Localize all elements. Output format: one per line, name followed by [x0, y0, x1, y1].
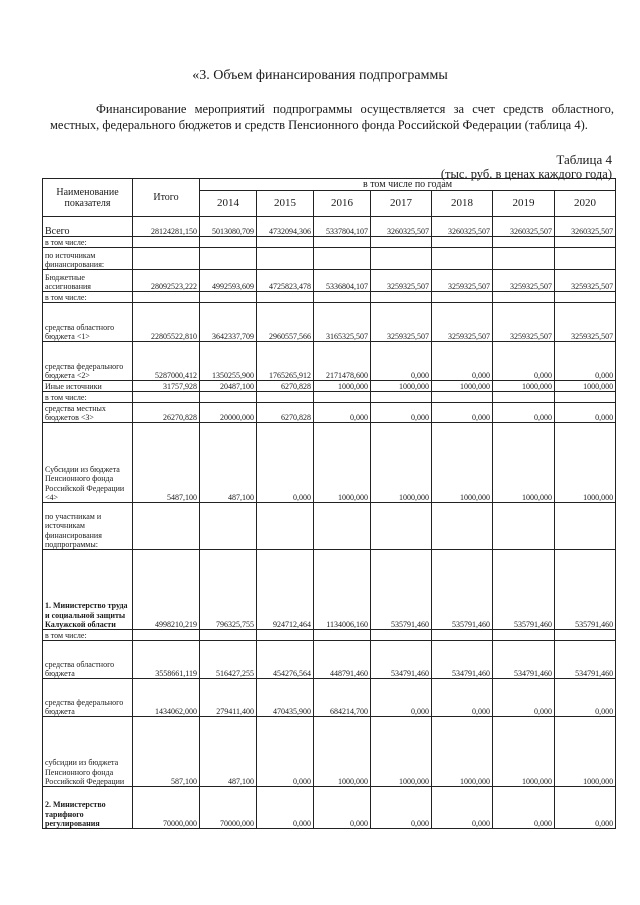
cell-year-value: 3165325,507: [314, 303, 371, 342]
cell-year-value: [200, 248, 257, 270]
cell-year-value: 3259325,507: [432, 270, 493, 292]
cell-year-value: 1000,000: [432, 381, 493, 392]
cell-year-value: [257, 503, 314, 550]
cell-total: 1434062,000: [133, 679, 200, 717]
cell-year-value: 3259325,507: [555, 303, 616, 342]
table-row: [43, 630, 616, 641]
cell-year-value: [555, 292, 616, 303]
table-row: [43, 270, 616, 292]
row-label: Бюджетные ассигнования: [43, 270, 133, 292]
cell-year-value: 0,000: [493, 403, 555, 423]
cell-total: 587,100: [133, 717, 200, 787]
cell-year-value: [371, 630, 432, 641]
cell-total: 5287000,412: [133, 342, 200, 381]
cell-year-value: 535791,460: [371, 550, 432, 630]
cell-year-value: 0,000: [314, 403, 371, 423]
year-header: 2017: [371, 191, 432, 217]
row-label: средства местных бюджетов <3>: [43, 403, 133, 423]
cell-year-value: [555, 237, 616, 248]
cell-year-value: 0,000: [257, 787, 314, 829]
cell-year-value: [432, 292, 493, 303]
cell-year-value: 279411,400: [200, 679, 257, 717]
row-label: 1. Министерство труда и социальной защиты Калужской области: [43, 550, 133, 630]
cell-year-value: [493, 630, 555, 641]
cell-year-value: 535791,460: [432, 550, 493, 630]
cell-year-value: 20000,000: [200, 403, 257, 423]
cell-total: [133, 248, 200, 270]
cell-year-value: 1000,000: [371, 381, 432, 392]
cell-year-value: [314, 503, 371, 550]
cell-year-value: 0,000: [493, 342, 555, 381]
cell-year-value: 1765265,912: [257, 342, 314, 381]
table-row: [43, 217, 616, 237]
cell-year-value: 3259325,507: [493, 270, 555, 292]
cell-year-value: [432, 630, 493, 641]
cell-year-value: 0,000: [493, 679, 555, 717]
cell-year-value: [493, 248, 555, 270]
table-row: [43, 292, 616, 303]
row-label: в том числе:: [43, 630, 133, 641]
cell-year-value: [314, 248, 371, 270]
cell-total: 28092523,222: [133, 270, 200, 292]
cell-year-value: 0,000: [371, 787, 432, 829]
cell-year-value: 924712,464: [257, 550, 314, 630]
cell-year-value: 448791,460: [314, 641, 371, 679]
cell-year-value: 2960557,566: [257, 303, 314, 342]
cell-year-value: [555, 503, 616, 550]
cell-year-value: [493, 503, 555, 550]
cell-year-value: 0,000: [371, 403, 432, 423]
cell-year-value: [371, 292, 432, 303]
cell-year-value: 3259325,507: [371, 303, 432, 342]
cell-year-value: 4732094,306: [257, 217, 314, 237]
cell-year-value: 1000,000: [493, 381, 555, 392]
table-row: [43, 550, 616, 630]
cell-total: [133, 292, 200, 303]
cell-year-value: 796325,755: [200, 550, 257, 630]
row-label: Иные источники: [43, 381, 133, 392]
cell-year-value: 534791,460: [432, 641, 493, 679]
row-label: в том числе:: [43, 392, 133, 403]
cell-year-value: 0,000: [555, 403, 616, 423]
table-row: [43, 248, 616, 270]
cell-year-value: 0,000: [257, 423, 314, 503]
table-row: [43, 381, 616, 392]
cell-year-value: 3259325,507: [371, 270, 432, 292]
cell-year-value: 2171478,600: [314, 342, 371, 381]
cell-year-value: [257, 630, 314, 641]
intro-paragraph: Финансирование мероприятий подпрограммы осуществляется за счет средств областного, местных, федерального бюджетов и средств Пенсионного фонда Российской Федерации (таблица 4).: [50, 102, 614, 132]
cell-year-value: 1000,000: [314, 717, 371, 787]
cell-year-value: [493, 237, 555, 248]
cell-year-value: 1000,000: [493, 717, 555, 787]
cell-year-value: [493, 292, 555, 303]
cell-year-value: 1000,000: [371, 423, 432, 503]
cell-year-value: [555, 248, 616, 270]
cell-year-value: 5336804,107: [314, 270, 371, 292]
row-label: средства областного бюджета <1>: [43, 303, 133, 342]
cell-year-value: 4992593,609: [200, 270, 257, 292]
year-header: 2020: [555, 191, 616, 217]
cell-year-value: [371, 237, 432, 248]
cell-total: 31757,928: [133, 381, 200, 392]
row-label: средства федерального бюджета <2>: [43, 342, 133, 381]
cell-year-value: 1000,000: [555, 381, 616, 392]
cell-year-value: 1000,000: [432, 423, 493, 503]
cell-year-value: 3259325,507: [555, 270, 616, 292]
cell-total: 26270,828: [133, 403, 200, 423]
cell-year-value: 0,000: [555, 679, 616, 717]
row-label: Всего: [43, 217, 133, 237]
cell-year-value: 516427,255: [200, 641, 257, 679]
cell-year-value: [200, 392, 257, 403]
cell-total: [133, 237, 200, 248]
row-label: 2. Министерство тарифного регулирования: [43, 787, 133, 829]
cell-year-value: [257, 292, 314, 303]
cell-year-value: 1000,000: [555, 717, 616, 787]
cell-total: [133, 392, 200, 403]
cell-year-value: [257, 237, 314, 248]
cell-year-value: 4725823,478: [257, 270, 314, 292]
cell-total: 3558661,119: [133, 641, 200, 679]
row-label: Субсидии из бюджета Пенсионного фонда Российской Федерации <4>: [43, 423, 133, 503]
cell-year-value: [257, 248, 314, 270]
cell-year-value: 0,000: [371, 679, 432, 717]
cell-year-value: 1000,000: [493, 423, 555, 503]
cell-year-value: [200, 630, 257, 641]
cell-year-value: 684214,700: [314, 679, 371, 717]
cell-year-value: 6270,828: [257, 403, 314, 423]
cell-year-value: 3260325,507: [493, 217, 555, 237]
table-units: (тыс. руб. в ценах каждого года): [440, 167, 612, 181]
cell-year-value: 0,000: [432, 342, 493, 381]
table-title: Таблица 4: [556, 152, 612, 167]
cell-year-value: 1350255,900: [200, 342, 257, 381]
cell-year-value: [200, 503, 257, 550]
cell-year-value: [371, 503, 432, 550]
financing-table: [42, 178, 616, 829]
cell-total: 70000,000: [133, 787, 200, 829]
cell-year-value: 487,100: [200, 423, 257, 503]
cell-year-value: 0,000: [555, 787, 616, 829]
cell-year-value: 1000,000: [432, 717, 493, 787]
cell-year-value: 3260325,507: [371, 217, 432, 237]
cell-total: 28124281,150: [133, 217, 200, 237]
cell-year-value: [432, 248, 493, 270]
cell-year-value: [555, 630, 616, 641]
cell-year-value: 1000,000: [555, 423, 616, 503]
cell-year-value: 1000,000: [314, 381, 371, 392]
row-label: субсидии из бюджета Пенсионного фонда Российской Федерации: [43, 717, 133, 787]
cell-year-value: [314, 292, 371, 303]
cell-year-value: 487,100: [200, 717, 257, 787]
cell-year-value: [371, 392, 432, 403]
cell-total: [133, 630, 200, 641]
cell-year-value: [555, 392, 616, 403]
table-row: [43, 503, 616, 550]
cell-year-value: 1000,000: [371, 717, 432, 787]
table-body: [43, 217, 616, 829]
cell-year-value: [371, 248, 432, 270]
row-label: по источникам финансирования:: [43, 248, 133, 270]
cell-total: [133, 503, 200, 550]
cell-year-value: 0,000: [371, 342, 432, 381]
table-row: [43, 237, 616, 248]
cell-year-value: [432, 237, 493, 248]
cell-total: 4998210,219: [133, 550, 200, 630]
cell-year-value: 0,000: [432, 787, 493, 829]
cell-year-value: 0,000: [432, 679, 493, 717]
year-header: 2014: [200, 191, 257, 217]
table-row: [43, 679, 616, 717]
row-label: в том числе:: [43, 237, 133, 248]
cell-year-value: 3642337,709: [200, 303, 257, 342]
cell-year-value: 470435,900: [257, 679, 314, 717]
cell-year-value: 534791,460: [493, 641, 555, 679]
cell-year-value: 454276,564: [257, 641, 314, 679]
cell-year-value: [432, 503, 493, 550]
cell-year-value: 534791,460: [371, 641, 432, 679]
cell-year-value: [314, 392, 371, 403]
col-name-header: Наименование показателя: [43, 179, 133, 217]
cell-year-value: [493, 392, 555, 403]
cell-year-value: 70000,000: [200, 787, 257, 829]
cell-year-value: 534791,460: [555, 641, 616, 679]
col-total-header: Итого: [133, 179, 200, 217]
cell-year-value: 3260325,507: [432, 217, 493, 237]
cell-year-value: 20487,100: [200, 381, 257, 392]
cell-year-value: [200, 292, 257, 303]
cell-year-value: 1000,000: [314, 423, 371, 503]
cell-year-value: 3259325,507: [432, 303, 493, 342]
year-header: 2019: [493, 191, 555, 217]
section-heading: «3. Объем финансирования подпрограммы: [192, 68, 448, 83]
cell-year-value: 0,000: [493, 787, 555, 829]
cell-year-value: 0,000: [555, 342, 616, 381]
cell-year-value: 535791,460: [493, 550, 555, 630]
cell-year-value: [314, 237, 371, 248]
year-header: 2015: [257, 191, 314, 217]
cell-total: 22805522,810: [133, 303, 200, 342]
cell-year-value: 3259325,507: [493, 303, 555, 342]
cell-total: 5487,100: [133, 423, 200, 503]
year-header: 2016: [314, 191, 371, 217]
cell-year-value: [257, 392, 314, 403]
cell-year-value: 535791,460: [555, 550, 616, 630]
row-label: средства областного бюджета: [43, 641, 133, 679]
table-row: [43, 787, 616, 829]
cell-year-value: 0,000: [257, 717, 314, 787]
col-years-group-header: в том числе по годам: [200, 179, 616, 191]
cell-year-value: [314, 630, 371, 641]
row-label: в том числе:: [43, 292, 133, 303]
year-header: 2018: [432, 191, 493, 217]
cell-year-value: 3260325,507: [555, 217, 616, 237]
row-label: средства федерального бюджета: [43, 679, 133, 717]
table-row: [43, 303, 616, 342]
table-row: [43, 641, 616, 679]
table-row: [43, 342, 616, 381]
table-row: [43, 717, 616, 787]
cell-year-value: 6270,828: [257, 381, 314, 392]
table-row: [43, 392, 616, 403]
row-label: по участникам и источникам финансирования подпрограммы:: [43, 503, 133, 550]
cell-year-value: [200, 237, 257, 248]
table-row: [43, 403, 616, 423]
table-row: [43, 423, 616, 503]
cell-year-value: 0,000: [314, 787, 371, 829]
cell-year-value: 1134006,160: [314, 550, 371, 630]
cell-year-value: 5013080,709: [200, 217, 257, 237]
cell-year-value: 0,000: [432, 403, 493, 423]
cell-year-value: 5337804,107: [314, 217, 371, 237]
cell-year-value: [432, 392, 493, 403]
